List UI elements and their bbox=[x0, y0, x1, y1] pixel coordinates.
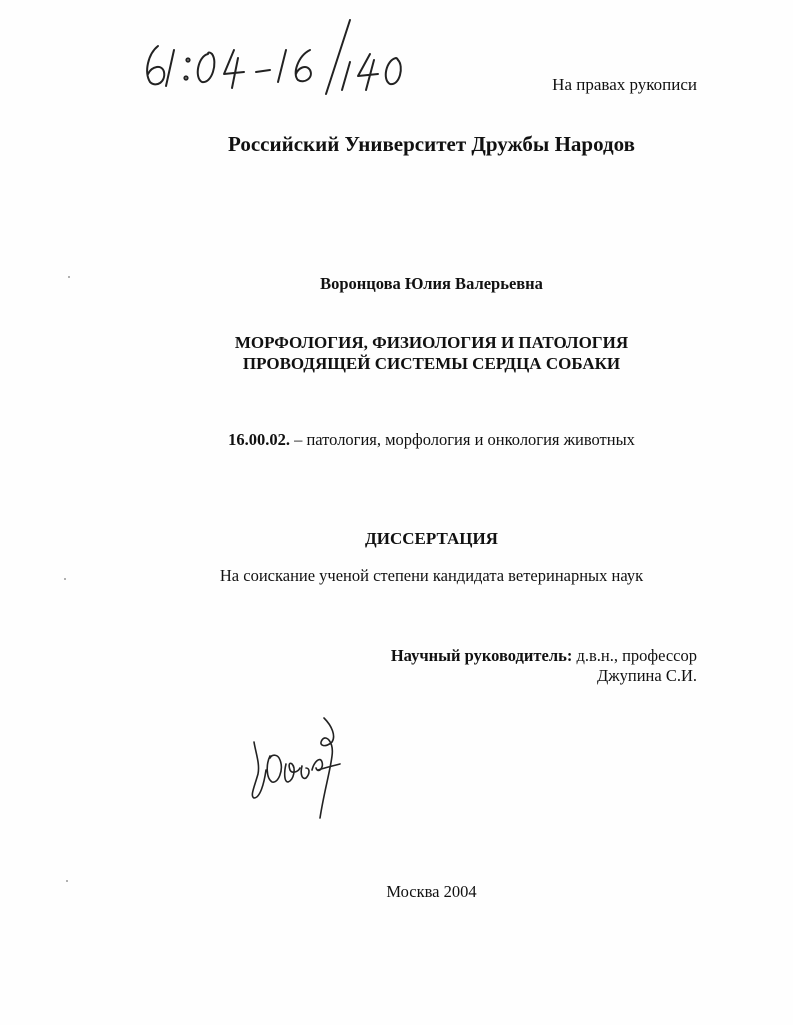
scan-speck bbox=[64, 578, 66, 580]
supervisor-line bbox=[391, 646, 697, 666]
scan-speck bbox=[68, 276, 70, 278]
document-type: ДИССЕРТАЦИЯ bbox=[365, 529, 498, 548]
specialty-description: – патология, морфология и онкология животных bbox=[289, 430, 635, 449]
specialty-code: 16.00.02. bbox=[228, 430, 290, 449]
supervisor-name: Джупина С.И. bbox=[596, 666, 697, 685]
title-line-1: МОРФОЛОГИЯ, ФИЗИОЛОГИЯ И ПАТОЛОГИЯ bbox=[234, 333, 629, 352]
university-name: Российский Университет Дружбы Народов bbox=[228, 132, 635, 156]
supervisor-credentials: д.в.н., профессор bbox=[572, 646, 697, 665]
author-name: Воронцова Юлия Валерьевна bbox=[320, 274, 543, 293]
rights-note: На правах рукописи bbox=[552, 75, 697, 94]
scan-speck bbox=[66, 880, 68, 882]
supervisor-label: Научный руководитель: bbox=[390, 646, 573, 665]
city-year: Москва 2004 bbox=[386, 882, 477, 901]
supervisor-block bbox=[391, 646, 697, 686]
handwritten-catalog-code bbox=[136, 16, 406, 96]
title-line-2: ПРОВОДЯЩЕЙ СИСТЕМЫ СЕРДЦА СОБАКИ bbox=[242, 354, 621, 373]
dissertation-title bbox=[0, 332, 793, 374]
specialty bbox=[0, 432, 793, 449]
author-signature bbox=[240, 712, 350, 822]
degree-statement: На соискание ученой степени кандидата ветеринарных наук bbox=[219, 566, 644, 585]
